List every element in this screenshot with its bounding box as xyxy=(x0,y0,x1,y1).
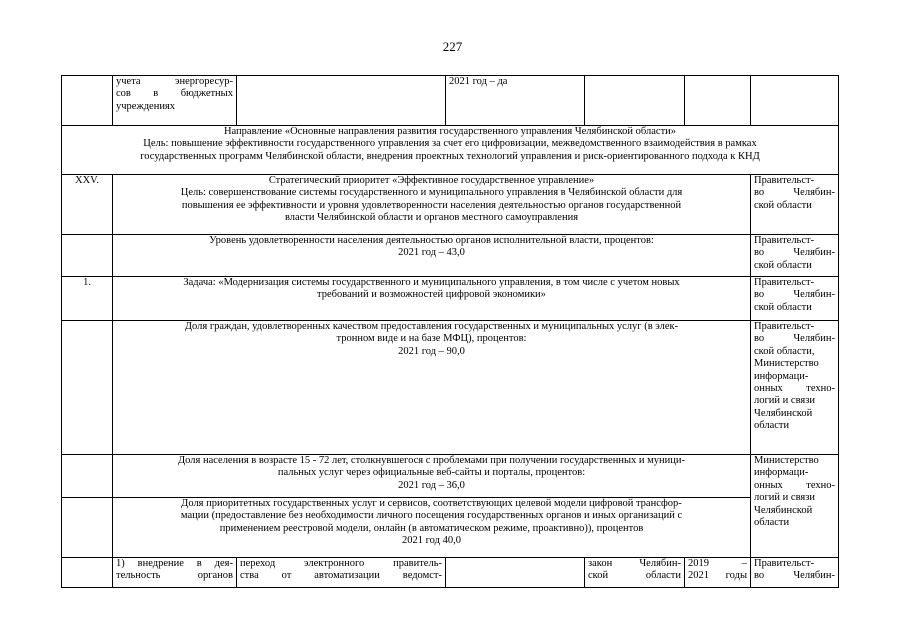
indicator-text-line: Доля граждан, удовлетворенных качеством предоставления государственных и муниципальных услуг (в элек- xyxy=(184,321,679,332)
responsible-line: во Челябин- xyxy=(754,247,835,259)
priority-number: XXV. xyxy=(62,175,113,235)
cell-number xyxy=(62,235,113,277)
priority-text-line: Цель: совершенствование системы государственного и муниципального управления в Челябинской области для xyxy=(180,187,683,199)
cell-text-line: 2021 год – да xyxy=(449,76,508,87)
cell-indicator xyxy=(446,558,585,588)
responsible-cell xyxy=(751,455,839,558)
responsible-line: ской области xyxy=(754,301,812,313)
strategy-table xyxy=(61,75,839,588)
responsible-line: информаци- xyxy=(754,370,809,382)
indicator-cell xyxy=(113,235,751,277)
cell-text-line: учета энергоресур- xyxy=(116,76,233,87)
cell-text-line: переход электронного правитель- xyxy=(240,558,442,569)
cell-text-line: ства от автоматизации ведомст- xyxy=(240,570,442,582)
indicator-cell xyxy=(113,455,751,498)
table-row-continuation xyxy=(62,76,839,126)
indicator-text-line: мации (предоставление без необходимости личного посещения государственных органов и иных организаций с xyxy=(180,510,683,522)
indicator-text-line: 2021 год 40,0 xyxy=(402,535,461,547)
table-row-indicator xyxy=(62,455,839,498)
responsible-line: области xyxy=(754,517,790,529)
responsible-line: ской области xyxy=(754,259,812,271)
responsible-line: во Челябин- xyxy=(754,187,835,199)
cell-law xyxy=(585,76,685,126)
table-row-priority xyxy=(62,175,839,235)
table-row-indicator xyxy=(62,321,839,455)
priority-text-line: власти Челябинской области и органов местного самоуправления xyxy=(284,212,579,224)
responsible-line: ской области, xyxy=(754,345,815,357)
responsible-line: Министерство xyxy=(754,455,819,466)
priority-cell xyxy=(113,175,751,235)
cell-law xyxy=(585,558,685,588)
cell-content xyxy=(237,558,446,588)
cell-content xyxy=(237,76,446,126)
responsible-line: Правительст- xyxy=(754,277,815,288)
responsible-cell xyxy=(751,235,839,277)
table-row-indicator xyxy=(62,235,839,277)
cell-measure xyxy=(113,558,237,588)
cell-text-line: 2019 – xyxy=(688,558,747,569)
cell-text-line: ской области xyxy=(588,570,681,582)
responsible-line: Правительст- xyxy=(754,558,815,569)
responsible-cell xyxy=(751,277,839,321)
responsible-line: во Челябин- xyxy=(754,570,835,582)
indicator-text-line: Доля населения в возрасте 15 - 72 лет, столкнувшегося с проблемами при получении государственных и муници- xyxy=(178,455,685,466)
table-row-indicator xyxy=(62,498,839,558)
responsible-line: Челябинской xyxy=(754,407,813,419)
cell-text-line: сов в бюджетных xyxy=(116,88,233,100)
responsible-line: ской области xyxy=(754,199,812,211)
responsible-line: логий и связи xyxy=(754,395,815,407)
responsible-line: онных техно- xyxy=(754,383,835,395)
cell-period xyxy=(685,76,751,126)
responsible-line: Правительст- xyxy=(754,321,815,332)
responsible-line: логий и связи xyxy=(754,492,815,504)
cell-number xyxy=(62,455,113,498)
responsible-line: Министерство xyxy=(754,358,819,370)
cell-text-line: закон Челябин- xyxy=(588,558,681,569)
responsible-line: Правительст- xyxy=(754,175,815,186)
direction-title: Направление «Основные направления развития государственного управления Челябинской области» xyxy=(223,126,677,137)
task-number: 1. xyxy=(62,277,113,321)
direction-goal-line: государственных программ Челябинской области, внедрения проектных технологий управления и риск-ориентированного подхода к КНД xyxy=(140,150,760,162)
task-text-line: Задача: «Модернизация системы государственного и муниципального управления, в том числе с учетом новых xyxy=(183,277,680,288)
cell-number xyxy=(62,558,113,588)
cell-text-line: тельность органов xyxy=(116,570,233,582)
cell-responsible xyxy=(751,76,839,126)
indicator-text-line: пальных услуг через официальные веб-сайты и порталы, процентов: xyxy=(277,467,586,479)
cell-text-line: 1) внедрение в дея- xyxy=(116,558,233,569)
responsible-cell xyxy=(751,558,839,588)
priority-text-line: Стратегический приоритет «Эффективное государственное управление» xyxy=(268,175,595,186)
table-row-measure xyxy=(62,558,839,588)
responsible-line: области xyxy=(754,420,790,432)
cell-measure xyxy=(113,76,237,126)
cell-text-line: 2021 годы xyxy=(688,570,747,582)
indicator-text-line: 2021 год – 90,0 xyxy=(398,345,465,357)
task-cell xyxy=(113,277,751,321)
responsible-line: Правительст- xyxy=(754,235,815,246)
responsible-line: информаци- xyxy=(754,467,809,479)
responsible-line: онных техно- xyxy=(754,479,835,491)
page-number: 227 xyxy=(442,39,463,54)
indicator-text-line: Доля приоритетных государственных услуг и сервисов, соответствующих целевой модели цифровой трансфор- xyxy=(181,498,682,509)
priority-text-line: повышения ее эффективности и уровня удовлетворенности населения деятельностью органов государственной xyxy=(181,199,682,211)
cell-number xyxy=(62,76,113,126)
cell-number xyxy=(62,321,113,455)
table-row-task xyxy=(62,277,839,321)
responsible-line: во Челябин- xyxy=(754,333,835,345)
cell-text-line: учреждениях xyxy=(116,100,176,112)
responsible-line: Челябинской xyxy=(754,504,813,516)
indicator-cell xyxy=(113,321,751,455)
direction-goal-line: Цель: повышение эффективности государственного управления за счет его цифровизации, межведомственного взаимодействия в рамках xyxy=(143,138,757,150)
responsible-cell xyxy=(751,321,839,455)
indicator-text-line: тронном виде и на базе МФЦ), процентов: xyxy=(336,333,527,345)
direction-cell xyxy=(62,126,839,175)
table-row-direction xyxy=(62,126,839,175)
cell-period xyxy=(685,558,751,588)
indicator-text-line: Уровень удовлетворенности населения деятельностью органов исполнительной власти, процентов: xyxy=(209,235,654,246)
cell-number xyxy=(62,498,113,558)
indicator-cell xyxy=(113,498,751,558)
responsible-cell xyxy=(751,175,839,235)
indicator-text-line: применением реестровой модели, онлайн (в автоматическом режиме, проактивно)), процентов xyxy=(219,522,644,534)
indicator-text-line: 2021 год – 43,0 xyxy=(398,247,465,259)
indicator-text-line: 2021 год – 36,0 xyxy=(398,479,465,491)
responsible-line: во Челябин- xyxy=(754,289,835,301)
task-text-line: требований и возможностей цифровой экономики» xyxy=(317,289,546,301)
cell-indicator xyxy=(446,76,585,126)
